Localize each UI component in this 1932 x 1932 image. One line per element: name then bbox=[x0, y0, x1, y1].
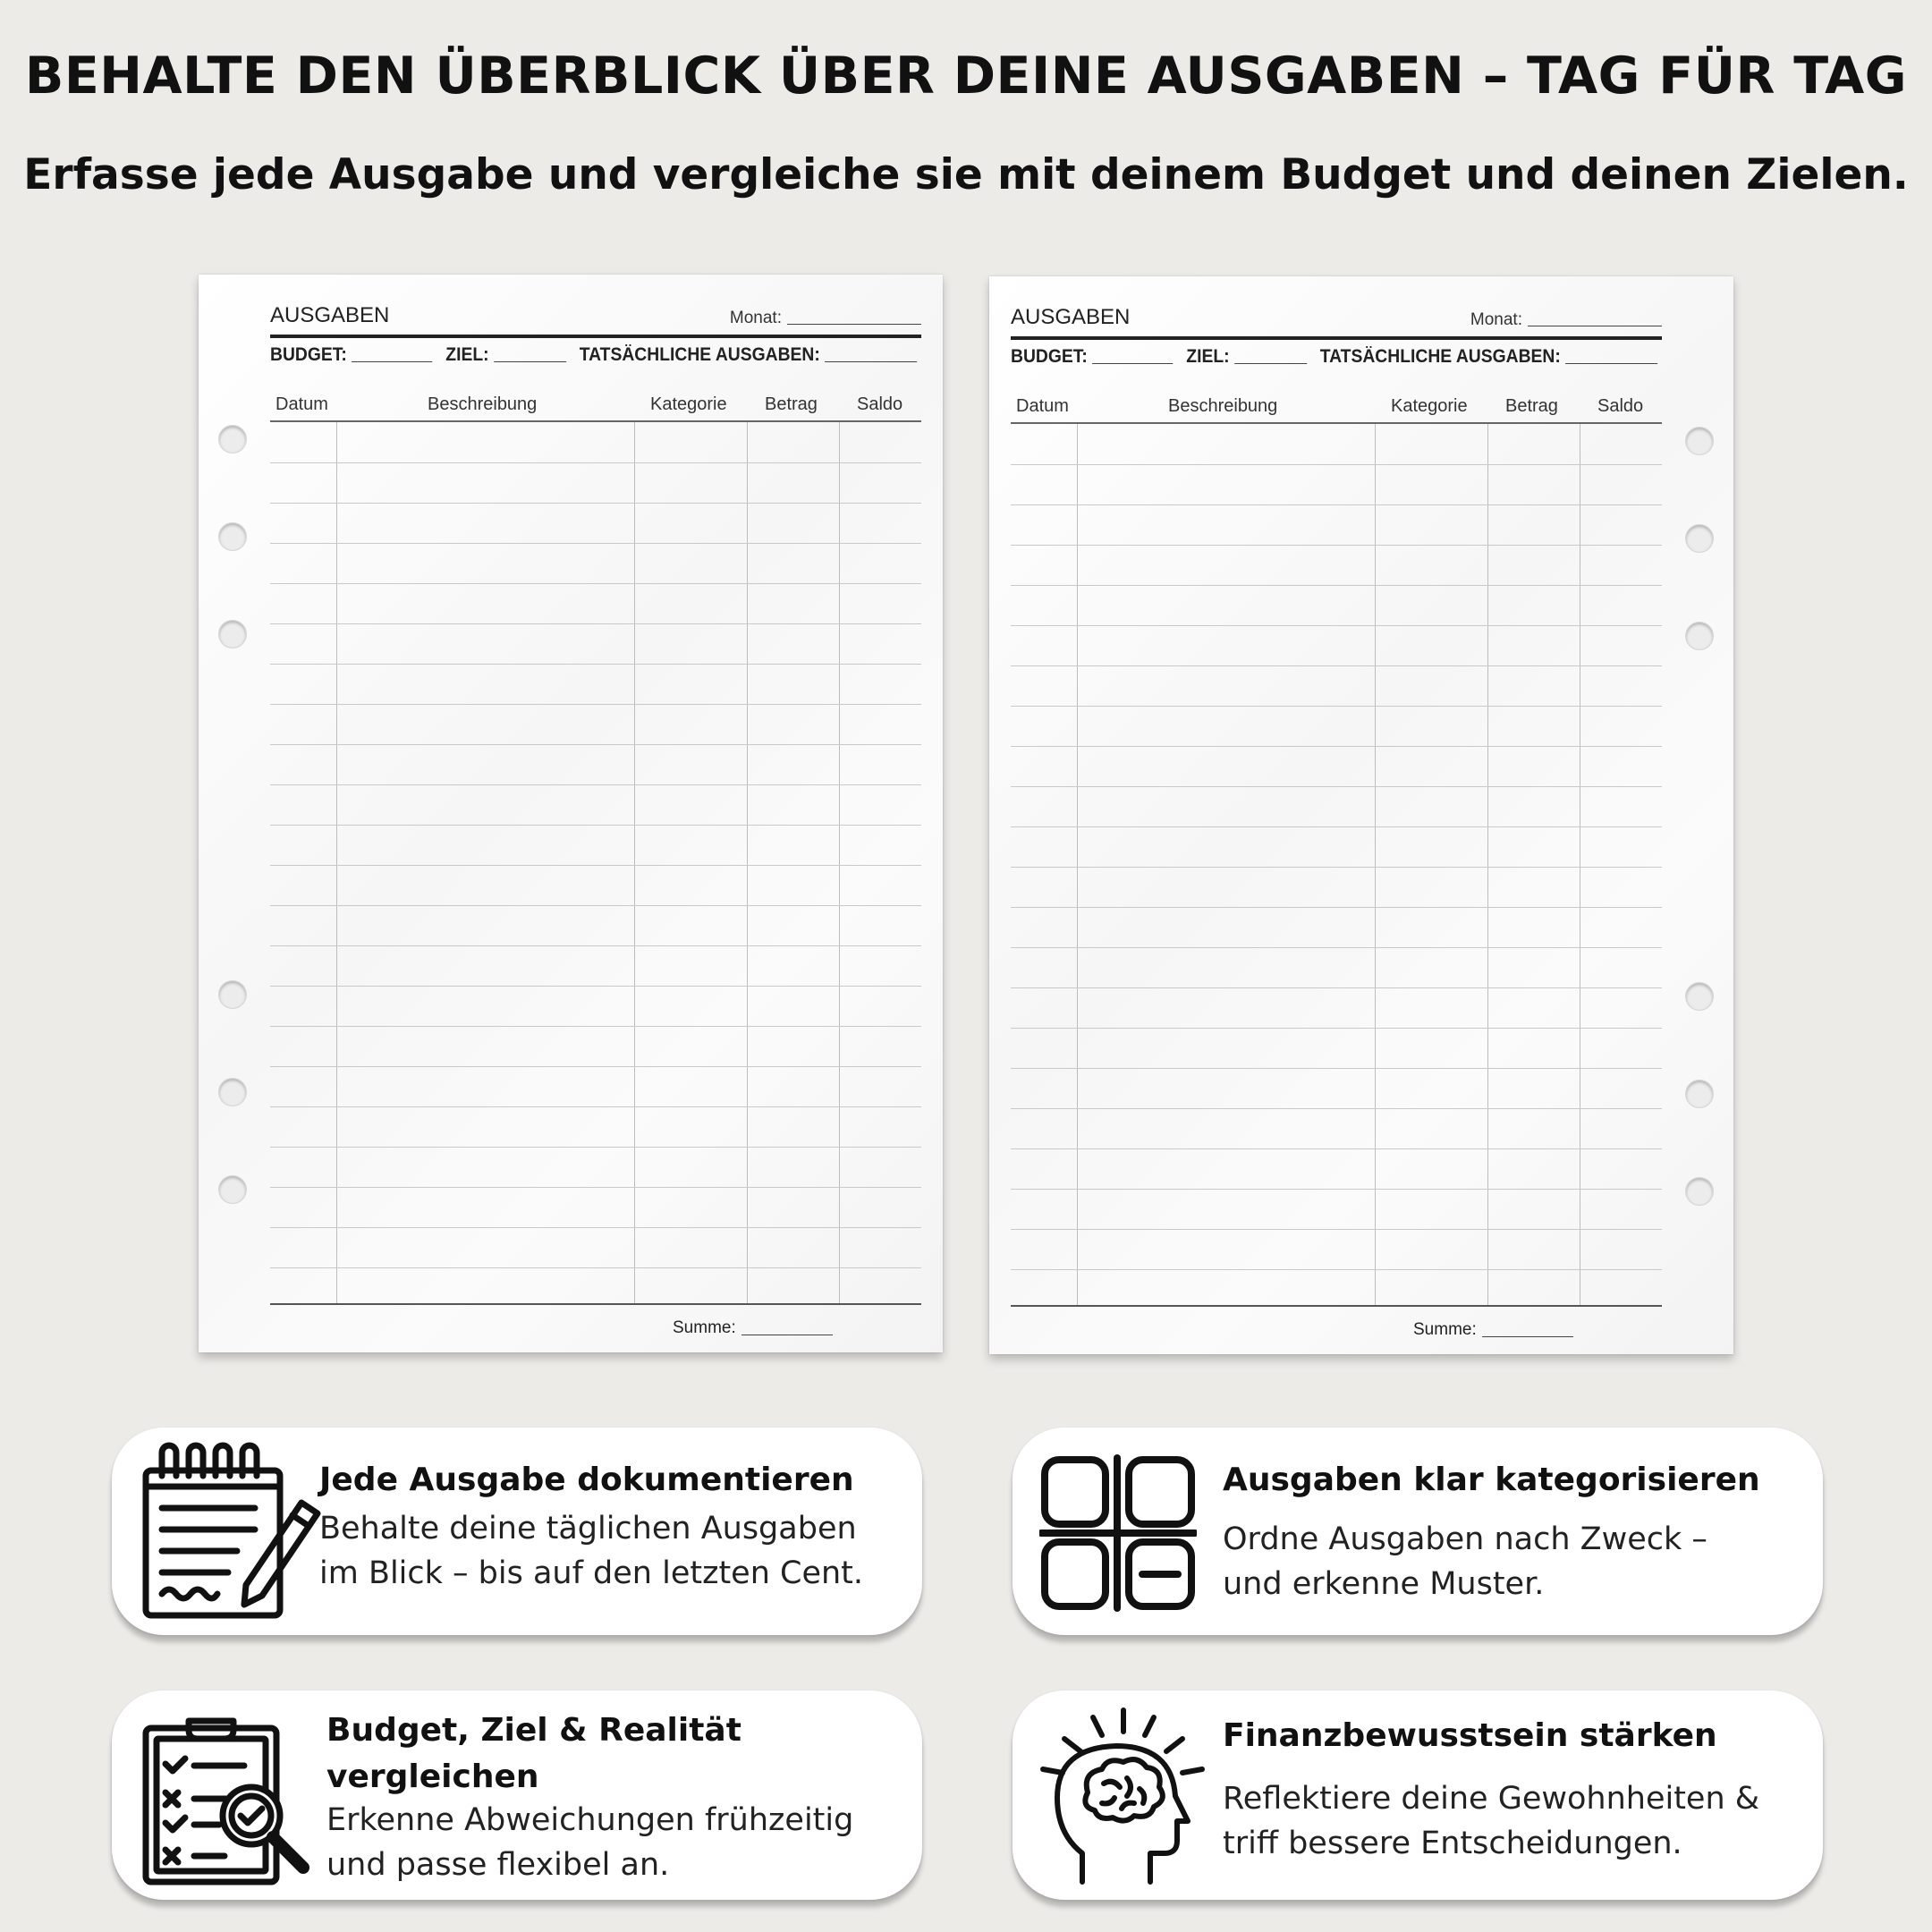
table-row-line bbox=[1011, 625, 1662, 626]
feature-text-line: Erkenne Abweichungen frühzeitig bbox=[326, 1802, 854, 1838]
column-headers bbox=[1011, 396, 1662, 423]
notepad-pen-icon bbox=[139, 1436, 326, 1624]
feature-card-compare bbox=[112, 1690, 922, 1900]
table-row-line bbox=[270, 704, 921, 705]
table-row-line bbox=[270, 784, 921, 785]
punch-hole bbox=[1685, 982, 1714, 1011]
table-row-line bbox=[270, 462, 921, 463]
month-label: Monat: bbox=[729, 309, 782, 327]
planner-page-right bbox=[989, 276, 1733, 1354]
col-saldo: Saldo bbox=[1597, 396, 1644, 416]
punch-hole bbox=[1685, 1177, 1714, 1206]
punch-hole bbox=[1685, 622, 1714, 650]
category-grid-icon bbox=[1039, 1454, 1197, 1612]
budget-label: BUDGET: bbox=[1011, 346, 1088, 367]
table-row-line bbox=[270, 1066, 921, 1067]
sum-field[interactable] bbox=[673, 1318, 833, 1338]
feature-text-line: und erkenne Muster. bbox=[1223, 1566, 1545, 1602]
table-row-line bbox=[270, 503, 921, 504]
table-row-line bbox=[1011, 1229, 1662, 1230]
feature-text-line: im Blick – bis auf den letzten Cent. bbox=[319, 1555, 864, 1591]
actual-label: TATSÄCHLICHE AUSGABEN: bbox=[579, 344, 820, 365]
feature-text-line: triff bessere Entscheidungen. bbox=[1223, 1826, 1682, 1861]
punch-hole bbox=[1685, 427, 1714, 455]
feature-card-document bbox=[112, 1428, 922, 1635]
clipboard-checklist-icon bbox=[139, 1710, 318, 1889]
col-beschreibung: Beschreibung bbox=[428, 394, 538, 414]
feature-text-line: Ordne Ausgaben nach Zweck – bbox=[1223, 1521, 1707, 1557]
expense-table[interactable] bbox=[1011, 424, 1662, 1305]
table-row-line bbox=[270, 664, 921, 665]
punch-hole bbox=[218, 522, 247, 551]
subline: Erfasse jede Ausgabe und vergleiche sie mit deinem Budget und deinen Zielen. bbox=[23, 150, 1909, 199]
feature-card-categorize bbox=[1013, 1428, 1823, 1635]
table-row-line bbox=[1011, 947, 1662, 948]
expense-table[interactable] bbox=[270, 422, 921, 1303]
table-row-line bbox=[270, 1147, 921, 1148]
punch-hole bbox=[218, 620, 247, 648]
table-row-line bbox=[270, 1026, 921, 1027]
feature-text-line: Behalte deine täglichen Ausgaben bbox=[319, 1511, 857, 1546]
feature-title: vergleichen bbox=[326, 1758, 539, 1795]
column-divider bbox=[336, 422, 337, 1303]
headline: BEHALTE DEN ÜBERBLICK ÜBER DEINE AUSGABEN – TAG FÜR TAG bbox=[24, 47, 1908, 106]
table-row-line bbox=[1011, 504, 1662, 505]
feature-title: Budget, Ziel & Realität bbox=[326, 1712, 741, 1749]
month-field[interactable] bbox=[1470, 310, 1662, 330]
feature-title: Jede Ausgabe dokumentieren bbox=[319, 1462, 854, 1498]
table-row-line bbox=[1011, 1189, 1662, 1190]
table-row-line bbox=[1011, 987, 1662, 988]
feature-text-line: Reflektiere deine Gewohnheiten & bbox=[1223, 1781, 1760, 1817]
table-row-line bbox=[1011, 786, 1662, 787]
sum-field[interactable] bbox=[1413, 1320, 1573, 1340]
col-datum: Datum bbox=[1016, 396, 1069, 416]
planner-page-left bbox=[199, 275, 943, 1352]
col-betrag: Betrag bbox=[1505, 396, 1558, 416]
table-row-line bbox=[1011, 746, 1662, 747]
table-row-line bbox=[270, 1106, 921, 1107]
column-divider bbox=[747, 422, 748, 1303]
table-row-line bbox=[1011, 665, 1662, 666]
table-row-line bbox=[1011, 1269, 1662, 1270]
table-row-line bbox=[270, 543, 921, 544]
budget-fields bbox=[1011, 346, 1610, 368]
feature-title: Ausgaben klar kategorisieren bbox=[1223, 1462, 1760, 1498]
column-divider bbox=[1375, 424, 1376, 1305]
table-row-line bbox=[1011, 1148, 1662, 1149]
table-row-line bbox=[1011, 464, 1662, 465]
table-row-line bbox=[270, 825, 921, 826]
table-row-line bbox=[270, 1187, 921, 1188]
punch-hole bbox=[218, 1078, 247, 1106]
table-row-line bbox=[270, 905, 921, 906]
table-row-line bbox=[1011, 706, 1662, 707]
table-row-line bbox=[1011, 585, 1662, 586]
col-saldo: Saldo bbox=[857, 394, 903, 414]
table-row-line bbox=[1011, 826, 1662, 827]
planner-title: AUSGABEN bbox=[270, 303, 390, 327]
feature-text-line: und passe flexibel an. bbox=[326, 1847, 670, 1883]
punch-hole bbox=[1685, 524, 1714, 553]
month-field[interactable] bbox=[730, 309, 921, 328]
table-row-line bbox=[270, 623, 921, 624]
column-divider bbox=[839, 422, 840, 1303]
sum-label: Summe: bbox=[673, 1318, 736, 1337]
table-row-line bbox=[270, 945, 921, 946]
month-label: Monat: bbox=[1470, 310, 1522, 329]
column-headers bbox=[270, 394, 921, 421]
budget-label: BUDGET: bbox=[270, 344, 347, 365]
column-divider bbox=[1487, 424, 1488, 1305]
head-brain-icon bbox=[1039, 1707, 1206, 1891]
table-row-line bbox=[1011, 545, 1662, 546]
col-kategorie: Kategorie bbox=[650, 394, 727, 414]
col-kategorie: Kategorie bbox=[1391, 396, 1468, 416]
table-row-line bbox=[270, 1227, 921, 1228]
table-row-line bbox=[270, 986, 921, 987]
title-rule bbox=[270, 335, 921, 338]
table-row-line bbox=[1011, 907, 1662, 908]
goal-label: ZIEL: bbox=[445, 344, 489, 365]
table-row-line bbox=[1011, 1108, 1662, 1109]
column-divider bbox=[634, 422, 635, 1303]
planner-title: AUSGABEN bbox=[1011, 305, 1131, 329]
table-row-line bbox=[270, 865, 921, 866]
column-divider bbox=[1077, 424, 1078, 1305]
feature-card-awareness bbox=[1013, 1690, 1823, 1900]
col-datum: Datum bbox=[275, 394, 328, 414]
col-beschreibung: Beschreibung bbox=[1168, 396, 1278, 416]
punch-hole bbox=[1685, 1080, 1714, 1108]
budget-fields bbox=[270, 344, 869, 366]
table-row-line bbox=[270, 744, 921, 745]
table-row-line bbox=[1011, 867, 1662, 868]
goal-label: ZIEL: bbox=[1186, 346, 1230, 367]
title-rule bbox=[1011, 336, 1662, 340]
punch-hole bbox=[218, 980, 247, 1009]
table-row-line bbox=[1011, 1068, 1662, 1069]
table-row-line bbox=[270, 1267, 921, 1268]
punch-hole bbox=[218, 1175, 247, 1204]
punch-hole bbox=[218, 425, 247, 453]
col-betrag: Betrag bbox=[765, 394, 818, 414]
feature-title: Finanzbewusstsein stärken bbox=[1223, 1717, 1717, 1754]
sum-label: Summe: bbox=[1413, 1320, 1477, 1339]
table-row-line bbox=[1011, 1028, 1662, 1029]
table-row-line bbox=[270, 583, 921, 584]
actual-label: TATSÄCHLICHE AUSGABEN: bbox=[1319, 346, 1561, 367]
